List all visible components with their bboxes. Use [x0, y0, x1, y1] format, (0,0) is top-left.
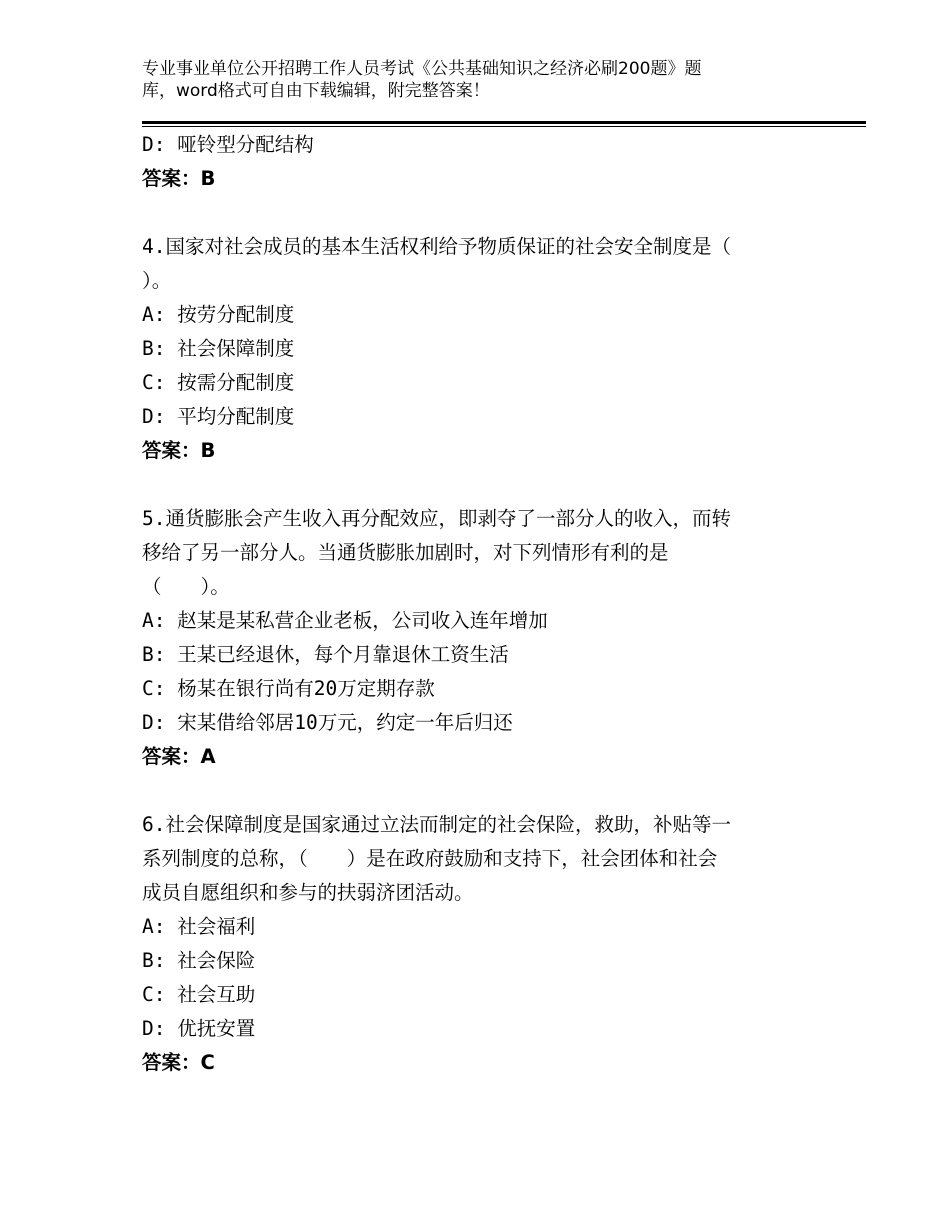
q5-stem-line-3: （ ）。: [142, 575, 230, 598]
q4-answer: 答案：B: [142, 439, 216, 462]
q3-answer: 答案：B: [142, 167, 216, 190]
q5-stem-line-1: 5.通货膨胀会产生收入再分配效应，即剥夺了一部分人的收入，而转: [142, 507, 731, 530]
q5-stem-line-2: 移给了另一部分人。当通货膨胀加剧时，对下列情形有利的是: [142, 541, 669, 564]
q4-option-b: B: 社会保障制度: [142, 337, 295, 360]
q4-stem-line-2: ）。: [142, 269, 172, 292]
q5-option-a: A: 赵某是某私营企业老板，公司收入连年增加: [142, 609, 548, 632]
spacer: [142, 468, 842, 502]
question-3-tail: [142, 128, 842, 196]
q6-stem-line-1: 6.社会保障制度是国家通过立法而制定的社会保险，救助，补贴等一: [142, 813, 731, 836]
q4-option-c: C: 按需分配制度: [142, 371, 295, 394]
q5-option-c: C: 杨某在银行尚有20万定期存款: [142, 677, 435, 700]
q4-option-a: A: 按劳分配制度: [142, 303, 295, 326]
q5-option-d: D: 宋某借给邻居10万元，约定一年后归还: [142, 711, 513, 734]
q6-stem-line-3: 成员自愿组织和参与的扶弱济团活动。: [142, 881, 474, 904]
spacer: [142, 774, 842, 808]
document-header: [142, 58, 782, 102]
question-4: [142, 230, 842, 468]
q6-option-a: A: 社会福利: [142, 915, 256, 938]
q6-answer: 答案：C: [142, 1051, 215, 1074]
header-title-line-1: 专业事业单位公开招聘工作人员考试《公共基础知识之经济必刷200题》题: [142, 59, 702, 79]
question-5: [142, 502, 842, 774]
q6-option-b: B: 社会保险: [142, 949, 256, 972]
header-rule-thin: [142, 126, 866, 127]
header-rule-thick: [142, 121, 866, 124]
q4-stem-line-1: 4.国家对社会成员的基本生活权利给予物质保证的社会安全制度是（: [142, 235, 731, 258]
q6-option-d: D: 优抚安置: [142, 1017, 256, 1040]
q6-stem-line-2: 系列制度的总称，（ ）是在政府鼓励和支持下，社会团体和社会: [142, 847, 718, 870]
q6-option-c: C: 社会互助: [142, 983, 256, 1006]
q4-option-d: D: 平均分配制度: [142, 405, 295, 428]
document-body: [142, 128, 842, 1080]
header-title-line-2: 库，word格式可自由下载编辑，附完整答案！: [142, 81, 490, 101]
q3-option-d: D: 哑铃型分配结构: [142, 133, 314, 156]
q5-option-b: B: 王某已经退休，每个月靠退休工资生活: [142, 643, 509, 666]
q5-answer: 答案：A: [142, 745, 216, 768]
question-6: [142, 808, 842, 1080]
spacer: [142, 196, 842, 230]
